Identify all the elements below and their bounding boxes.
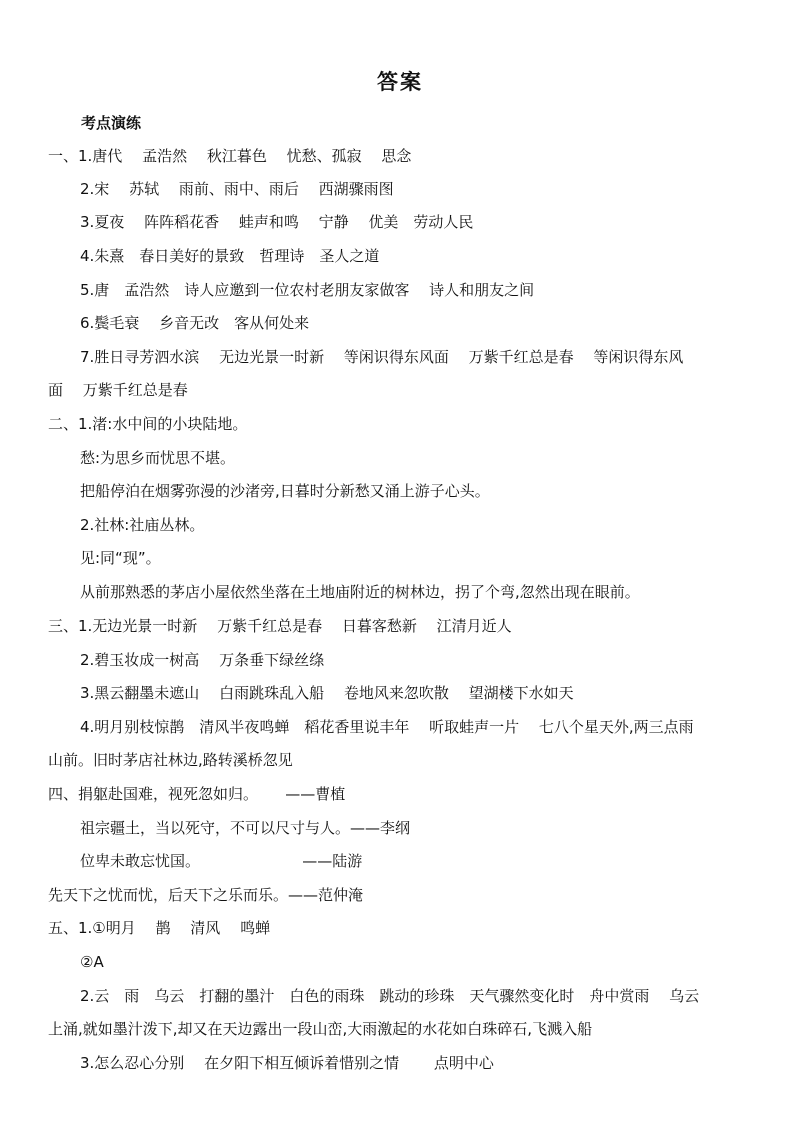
answer-line: 2.云 雨 乌云 打翻的墨汁 白色的雨珠 跳动的珍珠 天气骤然变化时 舟中赏雨 乌云 (80, 987, 700, 1005)
page-title: 答案 (377, 70, 423, 94)
answer-line: 把船停泊在烟雾弥漫的沙渚旁,日暮时分新愁又涌上游子心头。 (80, 482, 490, 500)
answer-line: 三、1.无边光景一时新 万紫千红总是春 日暮客愁新 江清月近人 (48, 617, 512, 635)
answer-line: ②A (80, 953, 104, 971)
section-title: 考点演练 (81, 114, 142, 132)
answer-line: 5.唐 孟浩然 诗人应邀到一位农村老朋友家做客 诗人和朋友之间 (80, 281, 535, 299)
answer-line: 山前。旧时茅店社林边,路转溪桥忽见 (48, 751, 293, 769)
answer-line: 6.鬓毛衰 乡音无改 客从何处来 (80, 314, 310, 332)
answer-line: 四、捐躯赴国难，视死忽如归。 ——曹植 (48, 785, 346, 803)
answer-line: 4.明月别枝惊鹊 清风半夜鸣蝉 稻花香里说丰年 听取蛙声一片 七八个星天外,两三点雨 (80, 718, 694, 736)
answer-line: 愁:为思乡而忧思不堪。 (80, 449, 236, 467)
answer-line: 先天下之忧而忧，后天下之乐而乐。——范仲淹 (48, 886, 364, 904)
answer-line: 3.怎么忍心分别 在夕阳下相互倾诉着惜别之情 点明中心 (80, 1054, 494, 1072)
answer-line: 见:同“现”。 (80, 549, 161, 567)
answer-line: 二、1.渚:水中间的小块陆地。 (48, 415, 248, 433)
answer-line: 从前那熟悉的茅店小屋依然坐落在土地庙附近的树林边，拐了个弯,忽然出现在眼前。 (80, 583, 640, 601)
answer-line: 位卑未敢忘忧国。 ——陆游 (80, 852, 363, 870)
answer-line: 2.社林:社庙丛林。 (80, 516, 205, 534)
answer-line: 祖宗疆土，当以死守，不可以尺寸与人。——李纲 (80, 819, 411, 837)
answer-line: 3.夏夜 阵阵稻花香 蛙声和鸣 宁静 优美 劳动人民 (80, 213, 474, 231)
answer-line: 2.宋 苏轼 雨前、雨中、雨后 西湖骤雨图 (80, 180, 394, 198)
answer-line: 五、1.①明月 鹊 清风 鸣蝉 (48, 919, 271, 937)
answer-line: 3.黑云翻墨未遮山 白雨跳珠乱入船 卷地风来忽吹散 望湖楼下水如天 (80, 684, 574, 702)
answer-line: 4.朱熹 春日美好的景致 哲理诗 圣人之道 (80, 247, 380, 265)
answer-line: 上涌,就如墨汁泼下,却又在天边露出一段山峦,大雨激起的水花如白珠碎石,飞溅入船 (48, 1020, 593, 1038)
answer-line: 面 万紫千红总是春 (48, 381, 188, 399)
answer-line: 一、1.唐代 孟浩然 秋江暮色 忧愁、孤寂 思念 (48, 147, 412, 165)
answer-line: 2.碧玉妆成一树高 万条垂下绿丝绦 (80, 651, 325, 669)
answer-line: 7.胜日寻芳泗水滨 无边光景一时新 等闲识得东风面 万紫千红总是春 等闲识得东风 (80, 348, 684, 366)
